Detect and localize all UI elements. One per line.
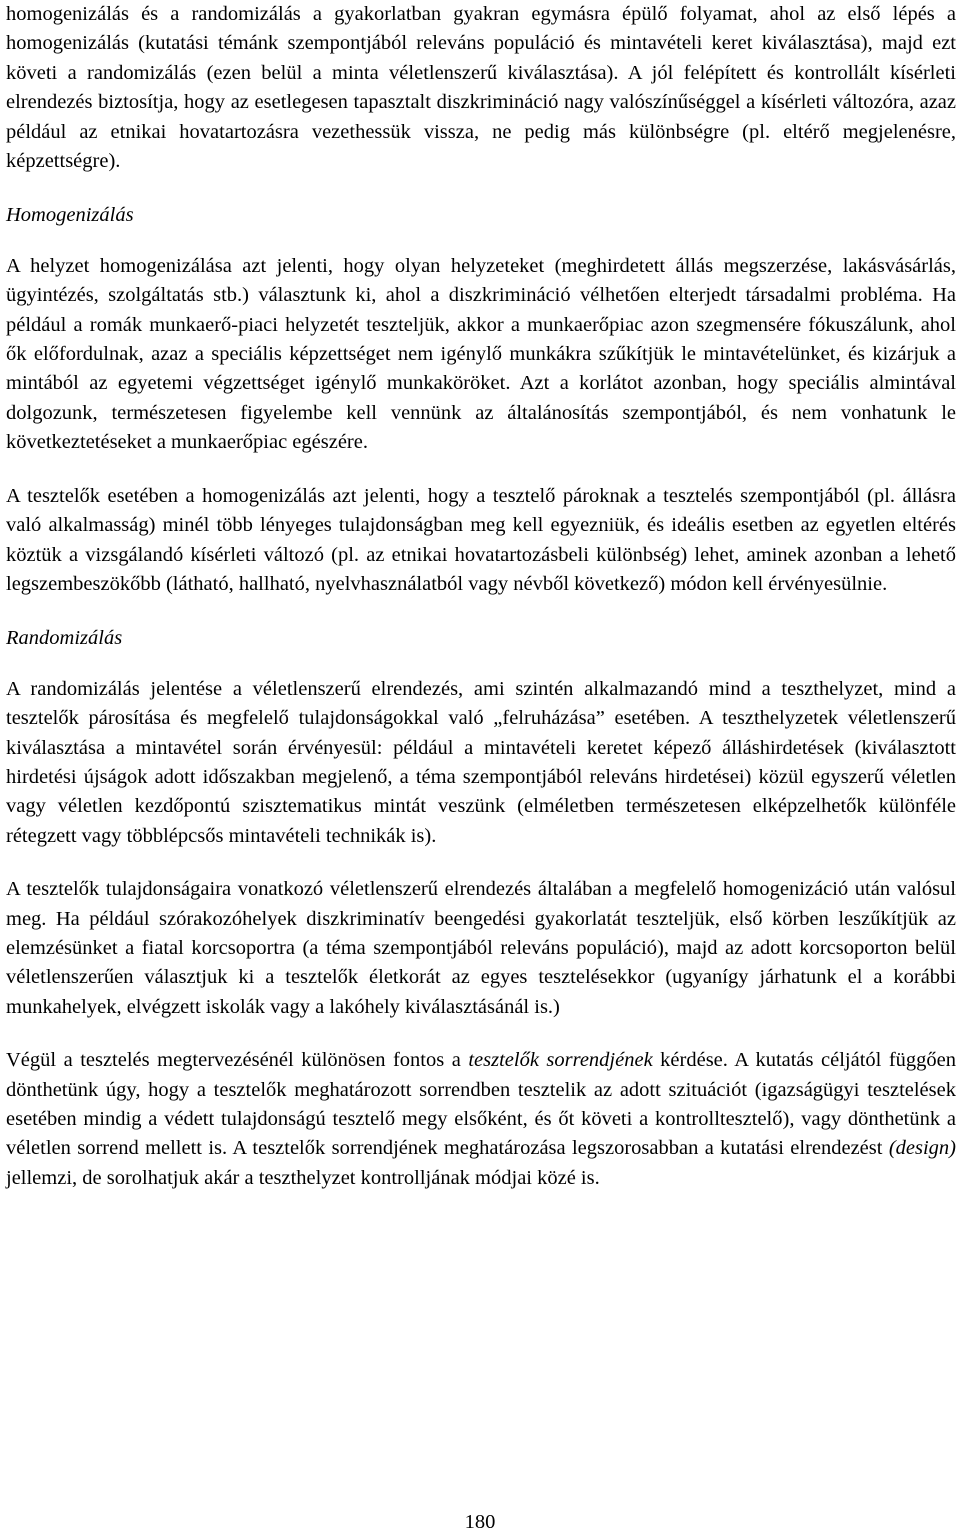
homogenization-paragraph-1: A helyzet homogenizálása azt jelenti, hogy olyan helyzeteket (meghirdetett állás megszerzése, lakásvásárlás, ügyintézés, szolgáltatás stb.) választunk ki, ahol a diszkrimináció vélhetően elterjedt társadalmi probléma. Ha például a romák munkaerő-piaci helyzetét teszteljük, akkor a munkaerőpiac azon szegmensére fókuszálunk, ahol ők előfordulnak, azaz a speciális képzettséget nem igénylő munkákra szűkítjük le mintavételünket, és kizárjuk a mintából az egyetemi végzettséget igénylő munkaköröket. Azt a korlátot azonban, hogy speciális almintával dolgozunk, természetesen figyelembe kell vennünk az általánosítás szempontjából, és nem vonhatunk le következtetéseket a munkaerőpiac egészére. [6,254,956,454]
design-emphasis: (design) [888,1137,956,1160]
homogenization-paragraph-2: A tesztelők esetében a homogenizálás azt jelenti, hogy a tesztelő pároknak a tesztelés szempontjából (pl. állásra való alkalmasság) minél több lényeges tulajdonságban meg kell egyezniük, és ideális esetben az egyetlen eltérés köztük a vizsgálandó kísérleti változó (pl. az etnikai hovatartozásbeli különbség) lehet, aminek azonban a lehető legszembeszökőbb (látható, hallható, nyelvhasználatból vagy névből következő) módon kell érvényesülnie. [6,484,956,595]
page-content [6,0,956,1193]
section-heading-randomization: Randomizálás [6,627,123,650]
section-heading-homogenization: Homogenizálás [6,204,134,227]
intro-paragraph: homogenizálás és a randomizálás a gyakorlatban gyakran egymásra épülő folyamat, ahol az első lépés a homogenizálás (kutatási témánk szempontjából releváns populáció és mintavételi keret kiválasztása), majd ezt követi a randomizálás (ezen belül a minta véletlenszerű kiválasztása). A jól felépített és kontrollált kísérleti elrendezés biztosítja, hogy az esetlegesen tapasztalt diszkrimináció nagy valószínűséggel a kísérleti változóra, azaz például az etnikai hovatartozásra vezethessük vissza, ne pedig más különbségre (pl. eltérő megjelenésre, képzettségre). [6,3,956,173]
randomization-paragraph-2: A tesztelők tulajdonságaira vonatkozó véletlenszerű elrendezés általában a megfelelő homogenizáció után valósul meg. Ha például szórakozóhelyek diszkriminatív beengedési gyakorlatát teszteljük, első körben leszűkítjük az elemzésünket a fiatal korcsoportra (a téma szempontjából releváns populáció), majd az adott korcsoporton belül véletlenszerűen választjuk ki a tesztelők életkorát az egyes tesztelésekkor (ugyanígy járhatunk el a korábbi munkahelyek, elvégzett iskolák vagy a lakóhely kiválasztásánál is.) [6,878,956,1018]
paragraph-3-text-1: Végül a tesztelés megtervezésénél különösen fontos a [6,1049,469,1072]
tester-order-emphasis: tesztelők sorrendjének [468,1049,653,1072]
paragraph-3-text-2: kérdése. A kutatás céljától függően dönthetünk úgy, hogy a tesztelők meghatározott sorrendben tesztelik az adott szituációt (igazságügyi tesztelések esetében mindig a védett tulajdonságú tesztelő megy elsőként, és őt követi a kontrolltesztelő), vagy dönthetünk a véletlen sorrend mellett is. A tesztelők sorrendjének meghatározása legszorosabban a kutatási elrendezést [6,1049,957,1160]
paragraph-3-text-3: jellemzi, de sorolhatjuk akár a teszthelyzet kontrolljának módjai közé is. [6,1166,600,1189]
page-number: 180 [464,1511,496,1533]
randomization-paragraph-3 [6,1046,956,1193]
randomization-paragraph-1: A randomizálás jelentése a véletlenszerű elrendezés, ami szintén alkalmazandó mind a teszthelyzet, mind a tesztelők párosítása és megfelelő tulajdonságokkal való „felruházása” esetében. A teszthelyzetek véletlenszerű kiválasztása a mintavétel során érvényesül: például a mintavételi keretet képező álláshirdetések (kiválasztott hirdetési újságok adott időszakban megjelenő, a téma szempontjából releváns hirdetései) közül egyszerű véletlen vagy véletlen kezdőpontú szisztematikus mintát veszünk (elméletben természetesen elképzelhetők különféle rétegzett vagy többlépcsős mintavételi technikák is). [6,677,956,847]
